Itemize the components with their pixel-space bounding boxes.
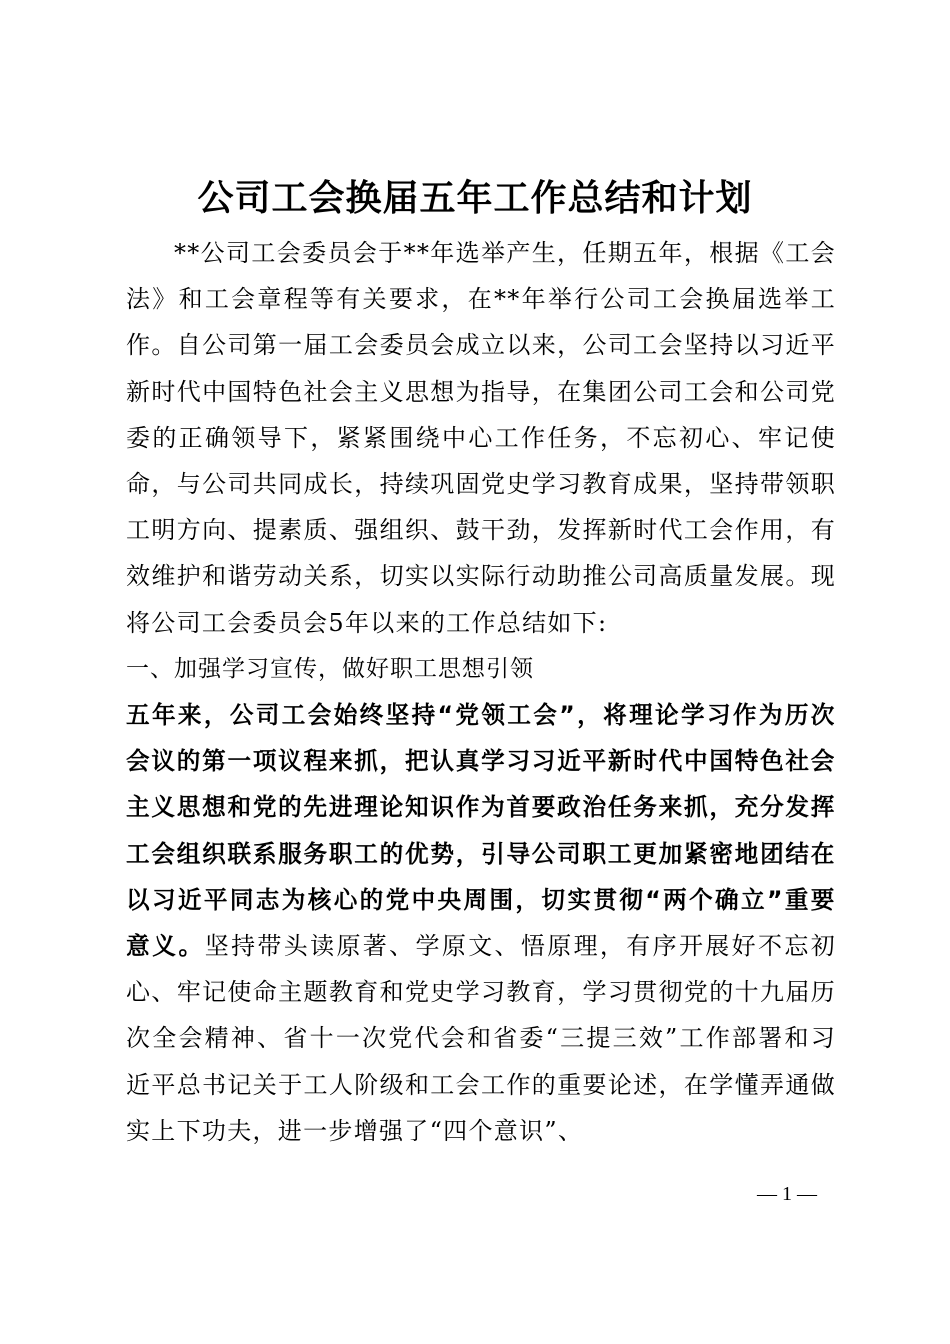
document-title: 公司工会换届五年工作总结和计划 <box>197 177 753 219</box>
section-bold-text: 五年来，公司工会始终坚持“党领工会”，将理论学习作为历次会议的第一项议程来抓，把认真学习习近平新时代中国特色社会主义思想和党的先进理论知识作为首要政治任务来抓，充分发挥工会组织联系服务职工的优势，引导公司职工更加紧密地团结在以习近平同志为核心的党中央周围，切实贯彻“两个确立”重要意义。 <box>126 701 836 961</box>
document-body <box>126 230 836 1154</box>
page-number: — 1 — <box>757 1183 817 1205</box>
section-paragraph <box>126 692 836 1154</box>
intro-paragraph: **公司工会委员会于**年选举产生，任期五年，根据《工会法》和工会章程等有关要求，在**年举行公司工会换届选举工作。自公司第一届工会委员会成立以来，公司工会坚持以习近平新时代中国特色社会主义思想为指导，在集团公司工会和公司党委的正确领导下，紧紧围绕中心工作任务，不忘初心、牢记使命，与公司共同成长，持续巩固党史学习教育成果，坚持带领职工明方向、提素质、强组织、鼓干劲，发挥新时代工会作用，有效维护和谐劳动关系，切实以实际行动助推公司高质量发展。现将公司工会委员会5年以来的工作总结如下: <box>126 239 836 637</box>
section-heading: 一、加强学习宣传，做好职工思想引领 <box>126 655 534 682</box>
section-normal-text: 坚持带头读原著、学原文、悟原理，有序开展好不忘初心、牢记使命主题教育和党史学习教育，学习贯彻党的十九届历次全会精神、省十一次党代会和省委“三提三效”工作部署和习近平总书记关于工人阶级和工会工作的重要论述，在学懂弄通做实上下功夫，进一步增强了“四个意识”、 <box>126 932 836 1145</box>
